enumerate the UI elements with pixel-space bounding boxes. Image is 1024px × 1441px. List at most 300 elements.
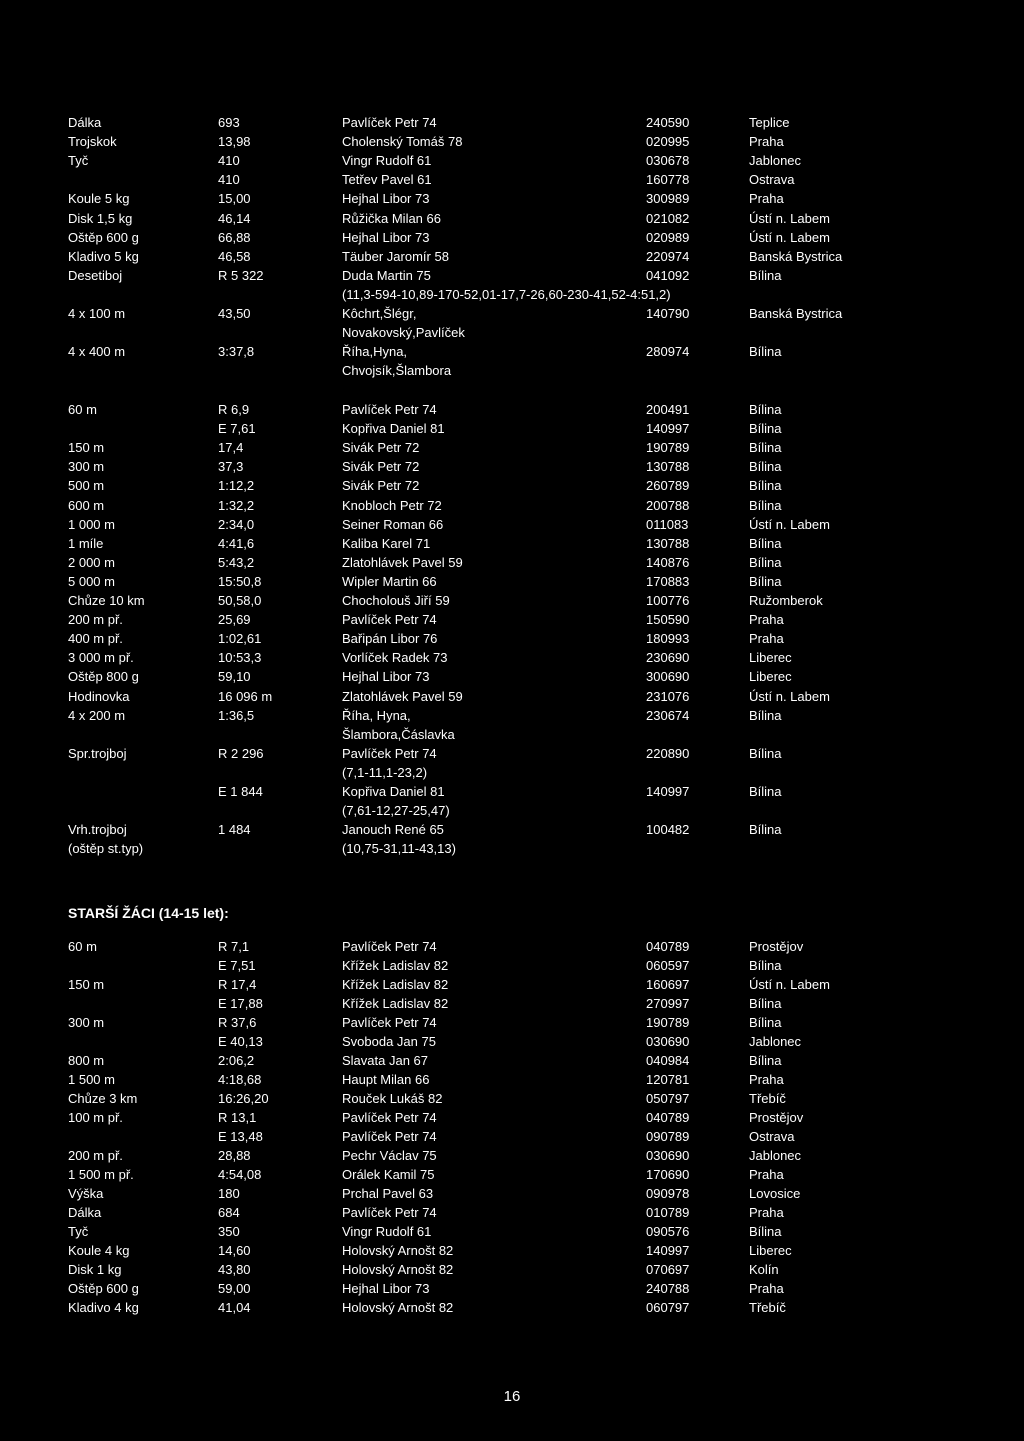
- record-row: [0, 497, 1024, 515]
- date-cell: 030678: [646, 153, 690, 169]
- city-cell: Třebíč: [749, 1300, 786, 1315]
- performance-cell: 15,00: [218, 191, 251, 207]
- record-row: [0, 976, 1024, 994]
- athlete-cell: Pavlíček Petr 74: [342, 612, 437, 628]
- performance-cell: 43,50: [218, 306, 251, 321]
- performance-cell: 2:06,2: [218, 1053, 255, 1068]
- performance-cell: 5:43,2: [218, 554, 255, 570]
- date-cell: 231076: [646, 688, 690, 704]
- event-cell: Oštěp 600 g: [68, 229, 139, 245]
- performance-cell: 4:54,08: [218, 1167, 262, 1182]
- event-cell: 1 500 m: [68, 1072, 115, 1087]
- record-row: [0, 840, 1024, 858]
- athlete-cell: Hejhal Libor 73: [342, 669, 430, 685]
- athlete-cell: Holovský Arnošt 82: [342, 1300, 454, 1315]
- athlete-cell: Svoboda Jan 75: [342, 1034, 436, 1049]
- date-cell: 020995: [646, 134, 690, 150]
- athlete-cell: Novakovský,Pavlíček: [342, 325, 465, 341]
- date-cell: 170883: [646, 573, 690, 589]
- event-cell: (oštěp st.typ): [68, 841, 144, 857]
- record-row: [0, 1128, 1024, 1146]
- city-cell: Ústí n. Labem: [749, 516, 830, 532]
- date-cell: 090789: [646, 1129, 690, 1144]
- performance-cell: R 17,4: [218, 977, 257, 992]
- performance-cell: 66,88: [218, 229, 251, 245]
- date-cell: 070697: [646, 1262, 690, 1277]
- date-cell: 300989: [646, 191, 690, 207]
- city-cell: Praha: [749, 134, 784, 150]
- athlete-cell: Pavlíček Petr 74: [342, 939, 437, 954]
- date-cell: 140997: [646, 1243, 690, 1258]
- city-cell: Bílina: [749, 440, 782, 456]
- record-row: [0, 1223, 1024, 1241]
- date-cell: 150590: [646, 612, 690, 628]
- event-cell: Disk 1 kg: [68, 1262, 122, 1277]
- record-row: [0, 1299, 1024, 1317]
- record-row: [0, 726, 1024, 744]
- date-cell: 130788: [646, 535, 690, 551]
- athlete-cell: Holovský Arnošt 82: [342, 1262, 454, 1277]
- event-cell: Koule 4 kg: [68, 1243, 130, 1258]
- date-cell: 140997: [646, 784, 690, 799]
- date-cell: 200491: [646, 402, 690, 417]
- record-row: [0, 190, 1024, 208]
- record-row: [0, 1109, 1024, 1127]
- city-cell: Prostějov: [749, 1110, 804, 1125]
- athlete-cell: Křížek Ladislav 82: [342, 977, 449, 992]
- athlete-cell: Pavlíček Petr 74: [342, 115, 437, 130]
- performance-cell: 59,00: [218, 1281, 251, 1296]
- record-row: [0, 1090, 1024, 1108]
- record-row: [0, 1185, 1024, 1203]
- city-cell: Jablonec: [749, 1148, 802, 1163]
- athlete-cell: (11,3-594-10,89-170-52,01-17,7-26,60-230-41,52-4:51,2): [342, 286, 671, 302]
- event-cell: Oštěp 800 g: [68, 669, 139, 685]
- athlete-cell: Täuber Jaromír 58: [342, 248, 449, 264]
- performance-cell: 59,10: [218, 669, 251, 685]
- date-cell: 100482: [646, 822, 690, 838]
- record-row: [0, 171, 1024, 189]
- record-row: [0, 707, 1024, 725]
- performance-cell: 25,69: [218, 612, 251, 628]
- record-row: [0, 611, 1024, 629]
- city-cell: Bílina: [749, 573, 782, 589]
- athlete-cell: Vingr Rudolf 61: [342, 153, 432, 169]
- city-cell: Ústí n. Labem: [749, 688, 830, 704]
- athlete-cell: Sivák Petr 72: [342, 440, 420, 456]
- athlete-cell: Hejhal Libor 73: [342, 229, 430, 245]
- record-row: [0, 458, 1024, 476]
- record-row: [0, 401, 1024, 419]
- record-row: [0, 210, 1024, 228]
- performance-cell: 350: [218, 1224, 240, 1239]
- performance-cell: 684: [218, 1205, 240, 1220]
- city-cell: Bílina: [749, 459, 782, 475]
- date-cell: 260789: [646, 478, 690, 494]
- performance-cell: E 17,88: [218, 996, 263, 1011]
- event-cell: 60 m: [68, 402, 97, 417]
- event-cell: 4 x 200 m: [68, 707, 126, 723]
- record-row: [0, 248, 1024, 266]
- record-row: [0, 1052, 1024, 1070]
- date-cell: 140997: [646, 421, 690, 437]
- record-row: [0, 267, 1024, 285]
- date-cell: 180993: [646, 631, 690, 647]
- event-cell: Koule 5 kg: [68, 191, 130, 207]
- event-cell: 600 m: [68, 497, 105, 513]
- city-cell: Prostějov: [749, 939, 804, 954]
- athlete-cell: Wipler Martin 66: [342, 573, 437, 589]
- event-cell: 2 000 m: [68, 554, 115, 570]
- date-cell: 100776: [646, 593, 690, 608]
- city-cell: Ústí n. Labem: [749, 977, 830, 992]
- date-cell: 040984: [646, 1053, 690, 1068]
- city-cell: Ostrava: [749, 172, 795, 188]
- performance-cell: 28,88: [218, 1148, 251, 1163]
- performance-cell: E 40,13: [218, 1034, 263, 1049]
- event-cell: Oštěp 600 g: [68, 1281, 139, 1296]
- city-cell: Praha: [749, 1167, 784, 1182]
- record-row: [0, 783, 1024, 801]
- city-cell: Bílina: [749, 822, 782, 838]
- athlete-cell: Knobloch Petr 72: [342, 497, 442, 513]
- performance-cell: R 13,1: [218, 1110, 257, 1125]
- record-row: [0, 1280, 1024, 1298]
- athlete-cell: Chocholouš Jiří 59: [342, 593, 450, 608]
- performance-cell: 3:37,8: [218, 344, 255, 360]
- performance-cell: 16 096 m: [218, 688, 273, 704]
- city-cell: Liberec: [749, 650, 792, 666]
- event-cell: Dálka: [68, 115, 102, 130]
- date-cell: 041092: [646, 267, 690, 283]
- city-cell: Jablonec: [749, 153, 802, 169]
- record-row: [0, 957, 1024, 975]
- date-cell: 160697: [646, 977, 690, 992]
- city-cell: Bílina: [749, 344, 782, 360]
- date-cell: 230690: [646, 650, 690, 666]
- event-cell: 3 000 m př.: [68, 650, 134, 666]
- athlete-cell: Vorlíček Radek 73: [342, 650, 448, 666]
- performance-cell: 37,3: [218, 459, 244, 475]
- event-cell: 300 m: [68, 1015, 105, 1030]
- date-cell: 090978: [646, 1186, 690, 1201]
- athlete-cell: Chvojsík,Šlambora: [342, 363, 452, 379]
- performance-cell: 16:26,20: [218, 1091, 269, 1106]
- event-cell: 4 x 400 m: [68, 344, 126, 360]
- event-cell: Spr.trojboj: [68, 745, 127, 761]
- performance-cell: 410: [218, 153, 240, 169]
- record-row: [0, 1261, 1024, 1279]
- athlete-cell: Sivák Petr 72: [342, 478, 420, 494]
- date-cell: 050797: [646, 1091, 690, 1106]
- city-cell: Praha: [749, 612, 784, 628]
- city-cell: Banská Bystrica: [749, 248, 843, 264]
- date-cell: 090576: [646, 1224, 690, 1239]
- city-cell: Praha: [749, 191, 784, 207]
- city-cell: Bílina: [749, 402, 782, 417]
- date-cell: 160778: [646, 172, 690, 188]
- performance-cell: 46,58: [218, 248, 251, 264]
- record-row: [0, 286, 1024, 304]
- city-cell: Bílina: [749, 554, 782, 570]
- event-cell: Chůze 3 km: [68, 1091, 138, 1106]
- date-cell: 020989: [646, 229, 690, 245]
- athlete-cell: Kopřiva Daniel 81: [342, 784, 445, 799]
- event-cell: 800 m: [68, 1053, 105, 1068]
- date-cell: 060797: [646, 1300, 690, 1315]
- date-cell: 060597: [646, 958, 690, 973]
- performance-cell: 14,60: [218, 1243, 251, 1258]
- performance-cell: 693: [218, 115, 240, 130]
- event-cell: 100 m př.: [68, 1110, 123, 1125]
- athlete-cell: Vingr Rudolf 61: [342, 1224, 432, 1239]
- record-row: [0, 324, 1024, 342]
- record-row: [0, 439, 1024, 457]
- page-number: 16: [503, 1388, 521, 1405]
- performance-cell: 10:53,3: [218, 650, 262, 666]
- athlete-cell: Duda Martin 75: [342, 267, 431, 283]
- event-cell: 1 500 m př.: [68, 1167, 134, 1182]
- performance-cell: 13,98: [218, 134, 251, 150]
- athlete-cell: Hejhal Libor 73: [342, 1281, 430, 1296]
- date-cell: 130788: [646, 459, 690, 475]
- athlete-cell: Říha,Hyna,: [342, 344, 408, 360]
- performance-cell: 50,58,0: [218, 593, 262, 608]
- event-cell: 500 m: [68, 478, 105, 494]
- event-cell: Dálka: [68, 1205, 102, 1220]
- record-row: [0, 573, 1024, 591]
- performance-cell: R 7,1: [218, 939, 250, 954]
- date-cell: 240590: [646, 115, 690, 130]
- athlete-cell: Kopřiva Daniel 81: [342, 421, 445, 437]
- event-cell: Kladivo 5 kg: [68, 248, 139, 264]
- performance-cell: 17,4: [218, 440, 244, 456]
- record-row: [0, 133, 1024, 151]
- athlete-cell: (10,75-31,11-43,13): [342, 841, 456, 857]
- event-cell: 60 m: [68, 939, 97, 954]
- record-row: [0, 649, 1024, 667]
- performance-cell: 41,04: [218, 1300, 251, 1315]
- performance-cell: 43,80: [218, 1262, 251, 1277]
- performance-cell: R 2 296: [218, 745, 264, 761]
- city-cell: Bílina: [749, 535, 782, 551]
- athlete-cell: Zlatohlávek Pavel 59: [342, 554, 463, 570]
- record-row: [0, 764, 1024, 782]
- athlete-cell: Bařipán Libor 76: [342, 631, 438, 647]
- record-row: [0, 1242, 1024, 1260]
- date-cell: 190789: [646, 440, 690, 456]
- city-cell: Ružomberok: [749, 593, 823, 608]
- performance-cell: R 37,6: [218, 1015, 257, 1030]
- city-cell: Bílina: [749, 1053, 782, 1068]
- record-row: [0, 1033, 1024, 1051]
- city-cell: Ústí n. Labem: [749, 210, 830, 226]
- record-row: [0, 1014, 1024, 1032]
- date-cell: 220974: [646, 248, 690, 264]
- performance-cell: 4:18,68: [218, 1072, 262, 1087]
- performance-cell: 1:32,2: [218, 497, 255, 513]
- event-cell: Vrh.trojboj: [68, 822, 127, 838]
- record-row: [0, 995, 1024, 1013]
- athlete-cell: Pechr Václav 75: [342, 1148, 437, 1163]
- athlete-cell: (7,1-11,1-23,2): [342, 764, 428, 780]
- event-cell: Tyč: [68, 1224, 89, 1239]
- performance-cell: 4:41,6: [218, 535, 255, 551]
- date-cell: 021082: [646, 210, 690, 226]
- city-cell: Teplice: [749, 115, 790, 130]
- performance-cell: 46,14: [218, 210, 251, 226]
- date-cell: 011083: [646, 516, 689, 532]
- date-cell: 010789: [646, 1205, 690, 1220]
- athlete-cell: Seiner Roman 66: [342, 516, 444, 532]
- performance-cell: 180: [218, 1186, 240, 1201]
- record-row: [0, 1204, 1024, 1222]
- performance-cell: E 13,48: [218, 1129, 263, 1144]
- event-cell: 200 m př.: [68, 612, 123, 628]
- city-cell: Bílina: [749, 421, 782, 437]
- record-row: [0, 592, 1024, 610]
- date-cell: 030690: [646, 1034, 690, 1049]
- city-cell: Praha: [749, 1072, 784, 1087]
- athlete-cell: Křížek Ladislav 82: [342, 996, 449, 1011]
- record-row: [0, 114, 1024, 132]
- record-row: [0, 362, 1024, 380]
- athlete-cell: Cholenský Tomáš 78: [342, 134, 463, 150]
- event-cell: Hodinovka: [68, 688, 130, 704]
- record-row: [0, 821, 1024, 839]
- date-cell: 280974: [646, 344, 690, 360]
- performance-cell: 15:50,8: [218, 573, 262, 589]
- date-cell: 170690: [646, 1167, 690, 1182]
- date-cell: 140876: [646, 554, 690, 570]
- event-cell: 5 000 m: [68, 573, 115, 589]
- record-row: [0, 535, 1024, 553]
- record-row: [0, 229, 1024, 247]
- date-cell: 120781: [646, 1072, 690, 1087]
- record-row: [0, 152, 1024, 170]
- record-row: [0, 802, 1024, 820]
- city-cell: Jablonec: [749, 1034, 802, 1049]
- athlete-cell: Tetřev Pavel 61: [342, 172, 432, 188]
- athlete-cell: Sivák Petr 72: [342, 459, 420, 475]
- city-cell: Banská Bystrica: [749, 306, 843, 321]
- athlete-cell: Hejhal Libor 73: [342, 191, 430, 207]
- athlete-cell: Pavlíček Petr 74: [342, 1110, 437, 1125]
- event-cell: Disk 1,5 kg: [68, 210, 133, 226]
- date-cell: 140790: [646, 306, 690, 321]
- athlete-cell: Haupt Milan 66: [342, 1072, 430, 1087]
- city-cell: Bílina: [749, 1015, 782, 1030]
- date-cell: 190789: [646, 1015, 690, 1030]
- athlete-cell: Pavlíček Petr 74: [342, 402, 437, 417]
- athlete-cell: Kaliba Karel 71: [342, 535, 431, 551]
- performance-cell: R 5 322: [218, 267, 264, 283]
- date-cell: 220890: [646, 745, 690, 761]
- performance-cell: R 6,9: [218, 402, 250, 417]
- athlete-cell: Kôchrt,Šlégr,: [342, 306, 417, 321]
- date-cell: 270997: [646, 996, 690, 1011]
- date-cell: 240788: [646, 1281, 690, 1296]
- athlete-cell: Pavlíček Petr 74: [342, 1129, 437, 1144]
- city-cell: Bílina: [749, 478, 782, 494]
- performance-cell: 1:36,5: [218, 707, 255, 723]
- athlete-cell: Křížek Ladislav 82: [342, 958, 449, 973]
- section-heading-starsi-zaci: STARŠÍ ŽÁCI (14-15 let):: [68, 905, 229, 921]
- record-row: [0, 630, 1024, 648]
- athlete-cell: Janouch René 65: [342, 822, 444, 838]
- event-cell: 1 míle: [68, 535, 104, 551]
- performance-cell: E 1 844: [218, 784, 263, 799]
- athlete-cell: Zlatohlávek Pavel 59: [342, 688, 463, 704]
- event-cell: Trojskok: [68, 134, 117, 150]
- record-row: [0, 343, 1024, 361]
- city-cell: Praha: [749, 1205, 784, 1220]
- record-row: [0, 554, 1024, 572]
- event-cell: 200 m př.: [68, 1148, 123, 1163]
- city-cell: Lovosice: [749, 1186, 801, 1201]
- city-cell: Kolín: [749, 1262, 779, 1277]
- date-cell: 300690: [646, 669, 690, 685]
- record-row: [0, 938, 1024, 956]
- performance-cell: E 7,61: [218, 421, 256, 437]
- athlete-cell: Rouček Lukáš 82: [342, 1091, 443, 1106]
- event-cell: 400 m př.: [68, 631, 123, 647]
- city-cell: Liberec: [749, 1243, 792, 1258]
- date-cell: 230674: [646, 707, 690, 723]
- performance-cell: 1:02,61: [218, 631, 262, 647]
- date-cell: 200788: [646, 497, 690, 513]
- athlete-cell: Pavlíček Petr 74: [342, 1205, 437, 1220]
- event-cell: 4 x 100 m: [68, 306, 126, 321]
- record-row: [0, 745, 1024, 763]
- city-cell: Praha: [749, 631, 784, 647]
- performance-cell: 410: [218, 172, 240, 188]
- record-row: [0, 1166, 1024, 1184]
- athlete-cell: Slavata Jan 67: [342, 1053, 429, 1068]
- athlete-cell: Orálek Kamil 75: [342, 1167, 435, 1182]
- event-cell: Výška: [68, 1186, 104, 1201]
- city-cell: Bílina: [749, 1224, 782, 1239]
- performance-cell: E 7,51: [218, 958, 256, 973]
- city-cell: Bílina: [749, 497, 782, 513]
- city-cell: Liberec: [749, 669, 792, 685]
- date-cell: 040789: [646, 1110, 690, 1125]
- event-cell: Kladivo 4 kg: [68, 1300, 139, 1315]
- date-cell: 040789: [646, 939, 690, 954]
- city-cell: Bílina: [749, 958, 782, 973]
- record-row: [0, 516, 1024, 534]
- city-cell: Bílina: [749, 707, 782, 723]
- event-cell: Tyč: [68, 153, 89, 169]
- city-cell: Bílina: [749, 267, 782, 283]
- city-cell: Ostrava: [749, 1129, 795, 1144]
- event-cell: Desetiboj: [68, 267, 123, 283]
- city-cell: Třebíč: [749, 1091, 786, 1106]
- city-cell: Bílina: [749, 996, 782, 1011]
- performance-cell: 1:12,2: [218, 478, 255, 494]
- record-row: [0, 688, 1024, 706]
- record-row: [0, 477, 1024, 495]
- record-row: [0, 668, 1024, 686]
- athlete-cell: Růžička Milan 66: [342, 210, 441, 226]
- athlete-cell: Říha, Hyna,: [342, 707, 411, 723]
- athlete-cell: (7,61-12,27-25,47): [342, 803, 450, 819]
- record-row: [0, 305, 1024, 323]
- record-row: [0, 1147, 1024, 1165]
- city-cell: Bílina: [749, 784, 782, 799]
- event-cell: 300 m: [68, 459, 105, 475]
- athlete-cell: Šlambora,Čáslavka: [342, 726, 455, 742]
